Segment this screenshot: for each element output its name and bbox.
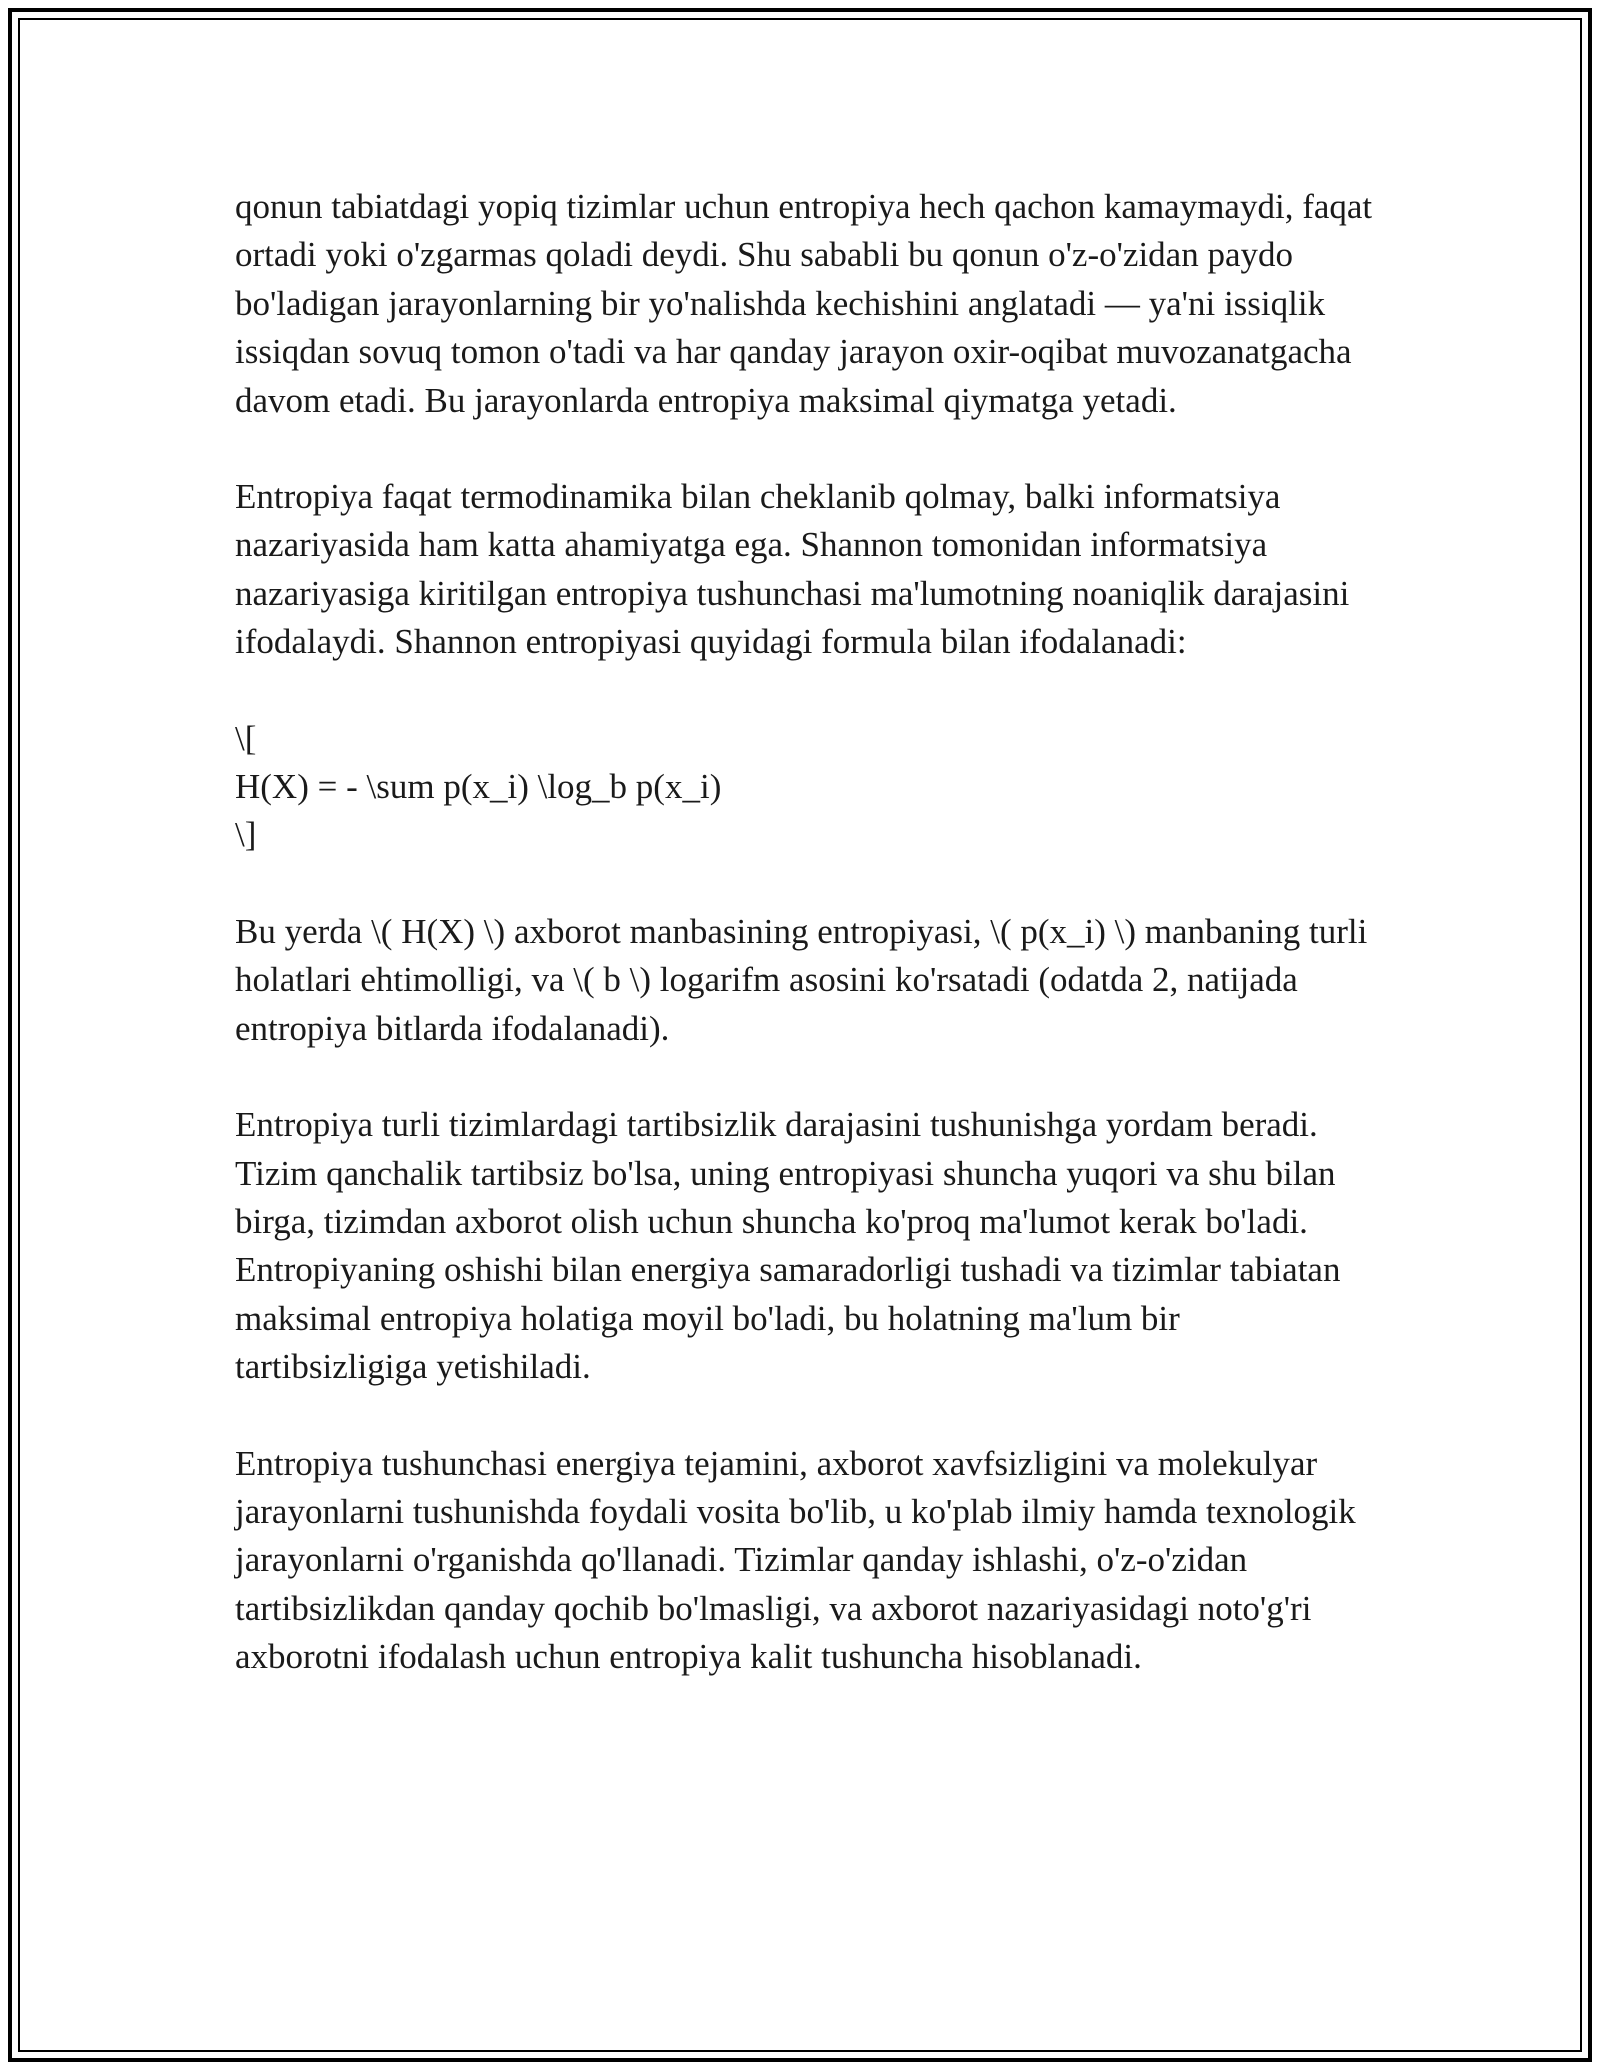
paragraph-second-law: qonun tabiatdagi yopiq tizimlar uchun entropiya hech qachon kamaymaydi, faqat ortadi yoki o'zgarmas qoladi deydi. Shu sababli bu qonun o'z-o'zidan paydo bo'ladigan jarayonlarning bir yo'nalishda kechishini anglatadi — ya'ni issiqlik issiqdan sovuq tomon o'tadi va har qanday jarayon oxir-oqibat muvozanatgacha davom etadi. Bu jarayonlarda entropiya maksimal qiymatga yetadi. [235, 187, 1373, 420]
formula-open-delimiter: \[ [235, 718, 257, 758]
paragraph-shannon-intro: Entropiya faqat termodinamika bilan cheklanib qolmay, balki informatsiya nazariyasida ham katta ahamiyatga ega. Shannon tomonidan informatsiya nazariyasiga kiritilgan entropiya tushunchasi ma'lumotning noaniqlik darajasini ifodalaydi. Shannon entropiyasi quyidagi formula bilan ifodalanadi: [235, 477, 1350, 662]
shannon-formula [235, 715, 1375, 860]
document-body [235, 183, 1375, 1730]
paragraph-formula-explanation: Bu yerda \( H(X) \) axborot manbasining entropiyasi, \( p(x_i) \) manbaning turli holatlari ehtimolligi, va \( b \) logarifm asosini ko'rsatadi (odatda 2, natijada entropiya bitlarda ifodalanadi). [235, 911, 1368, 1048]
formula-close-delimiter: \] [235, 815, 257, 855]
paragraph-conclusion: Entropiya tushunchasi energiya tejamini, axborot xavfsizligini va molekulyar jarayonlarni tushunishda foydali vosita bo'lib, u ko'plab ilmiy hamda texnologik jarayonlarni o'rganishda qo'llanadi. Tizimlar qanday ishlashi, o'z-o'zidan tartibsizlikdan qanday qochib bo'lmasligi, va axborot nazariyasidagi noto'g'ri axborotni ifodalash uchun entropiya kalit tushuncha hisoblanadi. [235, 1443, 1356, 1677]
formula-body: H(X) = - \sum p(x_i) \log_b p(x_i) [235, 767, 722, 807]
paragraph-disorder: Entropiya turli tizimlardagi tartibsizlik darajasini tushunishga yordam beradi. Tizim qanchalik tartibsiz bo'lsa, uning entropiyasi shuncha yuqori va shu bilan birga, tizimdan axborot olish uchun shuncha ko'proq ma'lumot kerak bo'ladi. Entropiyaning oshishi bilan energiya samaradorligi tushadi va tizimlar tabiatan maksimal entropiya holatiga moyil bo'ladi, bu holatning ma'lum bir tartibsizligiga yetishiladi. [235, 1105, 1341, 1387]
